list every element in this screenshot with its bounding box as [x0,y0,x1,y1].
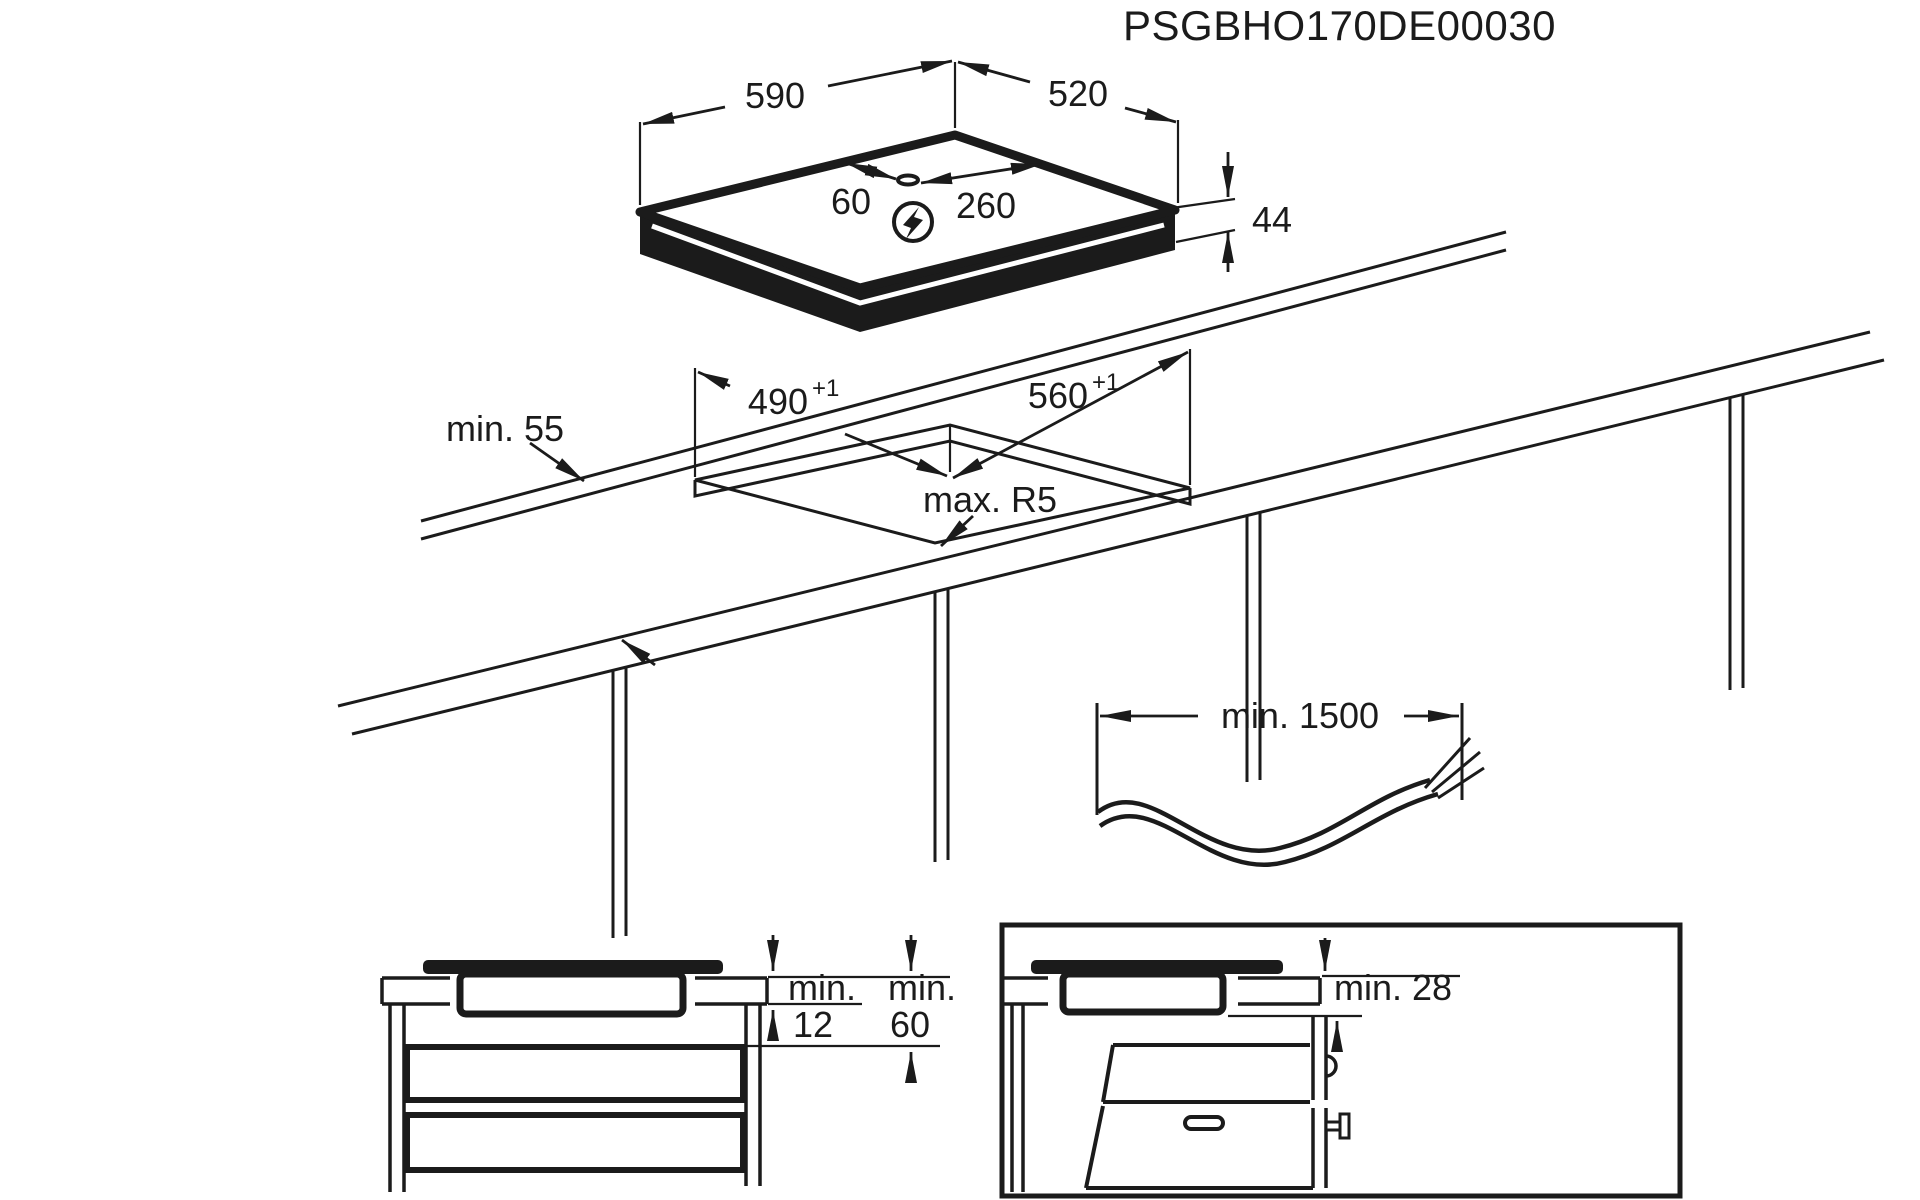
corner-radius-label: max. R5 [922,479,1058,520]
edge-clearance-label: min. 55 [445,408,565,449]
dim-line-cutout-depth [698,372,730,386]
ext-line [1176,230,1235,242]
dim-line-cutout-depth [845,434,947,476]
lightning-bolt-icon [894,203,932,241]
hob-height-label: 44 [1251,199,1293,240]
drawer-lower [407,1115,743,1170]
power-connection-point [898,176,918,185]
cabinet-section-view [382,935,956,1192]
worktop-front-edge [352,360,1884,734]
power-offset-right-label: 260 [955,185,1017,226]
cutout-depth-label: 490 [747,381,808,422]
hob-body-section [1063,974,1223,1012]
power-cable-drawing [1097,695,1484,865]
gap-hob-value: 12 [792,1004,834,1045]
dim-line-width [643,107,725,124]
oven-vent-slot [1185,1117,1223,1129]
worktop-cutout-view [338,232,1884,938]
hob-body-section [460,974,683,1014]
drawing-code: PSGBHO170DE00030 [1123,2,1556,49]
oven-door-handle [1326,1114,1349,1138]
oven-clearance-label: min. 28 [1334,967,1453,1008]
gap-drawer-label: min. [887,967,957,1008]
clearance-arrow-lower [622,640,655,665]
cable-line [1100,794,1438,865]
ext-line [1172,199,1235,208]
gap-drawer-value: 60 [889,1004,931,1045]
oven-door-side [1086,1106,1103,1188]
oven-panel-side [1103,1045,1113,1102]
hob-isometric-view [640,61,1292,332]
drawer-upper [407,1047,743,1100]
cable-length-label: min. 1500 [1220,695,1380,736]
hob-depth-label: 520 [1047,73,1109,114]
built-under-oven [1086,1016,1349,1188]
dim-line-depth [958,62,1030,82]
oven-clearance-view [1002,925,1680,1196]
gap-hob-label: min. [787,967,857,1008]
hob-width-label: 590 [744,75,806,116]
power-offset-left-label: 60 [830,181,872,222]
cutout-width-tolerance: +1 [1092,369,1120,396]
corner-radius-leader [941,516,973,546]
cable-wire-strands [1425,738,1484,798]
cutout-depth-tolerance: +1 [812,375,840,402]
dim-line-width [828,61,952,86]
dim-line-depth [1125,108,1176,122]
cutout-width-label: 560 [1027,375,1088,416]
cable-line [1098,780,1430,851]
